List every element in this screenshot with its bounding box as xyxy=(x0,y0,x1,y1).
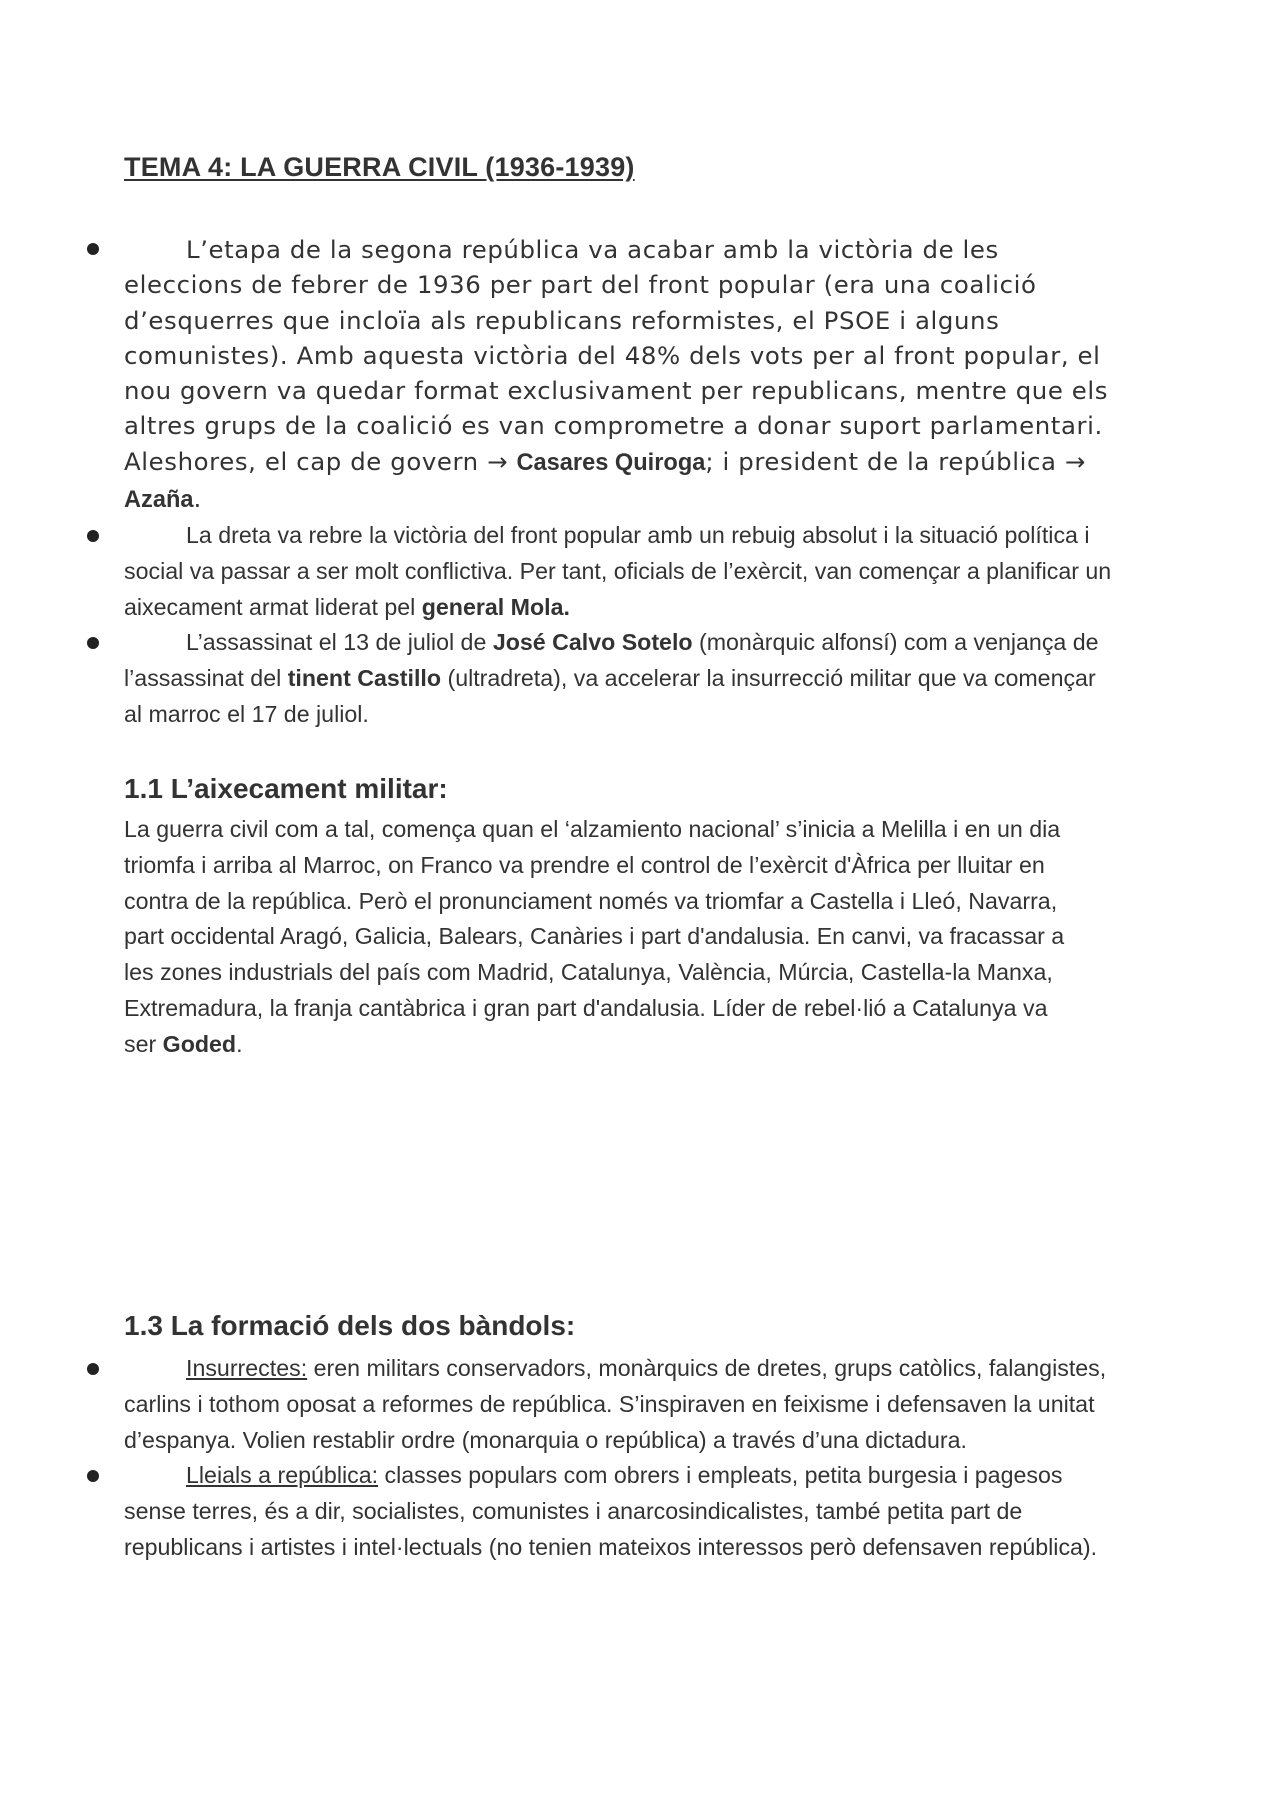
text-line: La guerra civil com a tal, comença quan el ‘alzamiento nacional’ s’inicia a Melilla i en un dia xyxy=(124,816,1061,842)
text-line: contra de la república. Però el pronunciament només va triomfar a Castella i Lleó, Navarra, xyxy=(124,887,1058,914)
list-item xyxy=(124,518,1114,625)
bold-name: Goded xyxy=(162,1030,237,1057)
paragraph-text: La dreta va rebre la victòria del front popular amb un rebuig absolut i la situació política i social va passar a ser molt conflictiva. Per tant, oficials de l’exèrcit, van començar a planificar un aixecament armat liderat pel xyxy=(124,522,1112,620)
page-title: TEMA 4: LA GUERRA CIVIL (1936-1939) xyxy=(124,152,635,182)
paragraph-text: L’etapa de la segona república va acabar amb la victòria de les eleccions de febrer de 1936 per part del front popular (era una coalició d’esquerres que incloïa als republicans reformistes, el PSOE i alguns comunistes). Amb aquesta victòria del 48% dels vots per al front popular, el nou govern va quedar format exclusivament per republicans, mentre que els altres grups de la coalició es van comprometre a donar suport parlamentari. Aleshores, el cap de govern xyxy=(124,235,1109,476)
bullet-icon xyxy=(87,1470,99,1482)
bullet-icon xyxy=(87,243,99,255)
bold-name: tinent Castillo xyxy=(287,665,442,692)
section-heading: 1.3 La formació dels dos bàndols: xyxy=(124,1310,576,1341)
bold-name: José Calvo Sotelo xyxy=(492,629,693,656)
bold-name: Azaña xyxy=(124,487,194,514)
intro-bullet-list xyxy=(124,232,1114,518)
paragraph-text: ; i president de la república xyxy=(705,446,1057,476)
paragraph-text: classes populars com obrers i empleats, petita burgesia i pagesos sense terres, és a dir, socialistes, comunistes i anarcosindicalistes, també petita part de republicans i artistes i intel·lectuals (no tenien mateixos interessos però defensaven república). xyxy=(124,1462,1098,1560)
arrow-right-icon: → xyxy=(1064,446,1086,476)
paragraph-text: L’assassinat el 13 de juliol de xyxy=(186,629,487,656)
paragraph-text: eren militars conservadors, monàrquics de dretes, grups catòlics, falangistes, carlins i tothom oposat a reformes de república. S’inspiraven en feixisme i defensaven la unitat d’espanya. Volien restablir ordre (monarquia o república) a través d’una dictadura. xyxy=(124,1355,1107,1453)
section-heading: 1.1 L’aixecament militar: xyxy=(124,773,448,804)
bullet-icon xyxy=(87,1363,99,1375)
text-line: part occidental Aragó, Galicia, Balears, Canàries i part d'andalusia. En canvi, va fracassar a xyxy=(124,923,1065,950)
list-item xyxy=(124,1351,1114,1458)
text-line: triomfa i arriba al Marroc, on Franco va prendre el control de l’exèrcit d'Àfrica per lluitar en xyxy=(124,851,1045,878)
term-label: Insurrectes: xyxy=(186,1355,308,1381)
bullet-icon xyxy=(87,637,99,649)
text-line: les zones industrials del país com Madrid, Catalunya, València, Múrcia, Castella-la Manxa, xyxy=(124,959,1053,986)
bold-name: general Mola. xyxy=(421,593,570,620)
sides-bullet-list xyxy=(124,1351,1114,1566)
bullet-icon xyxy=(87,530,99,542)
intro-bullet-list-2 xyxy=(124,518,1114,733)
paragraph-text: (monàrquic alfonsí) com a venjança de l’assassinat del xyxy=(124,629,1099,692)
arrow-right-icon: → xyxy=(487,446,509,476)
bold-name: Casares Quiroga xyxy=(516,449,706,476)
term-label: Lleials a república: xyxy=(186,1462,379,1489)
section-body xyxy=(124,812,1124,1063)
text-line: ser Goded. xyxy=(124,1030,243,1057)
paragraph-text: . xyxy=(193,484,202,514)
paragraph-text: (ultradreta), va accelerar la insurrecció militar que va començar al marroc el 17 de juliol. xyxy=(124,665,1096,727)
list-item xyxy=(124,232,1114,518)
text-line: Extremadura, la franja cantàbrica i gran part d'andalusia. Líder de rebel·lió a Catalunya va xyxy=(124,994,1048,1021)
list-item xyxy=(124,1458,1114,1565)
list-item xyxy=(124,625,1114,732)
